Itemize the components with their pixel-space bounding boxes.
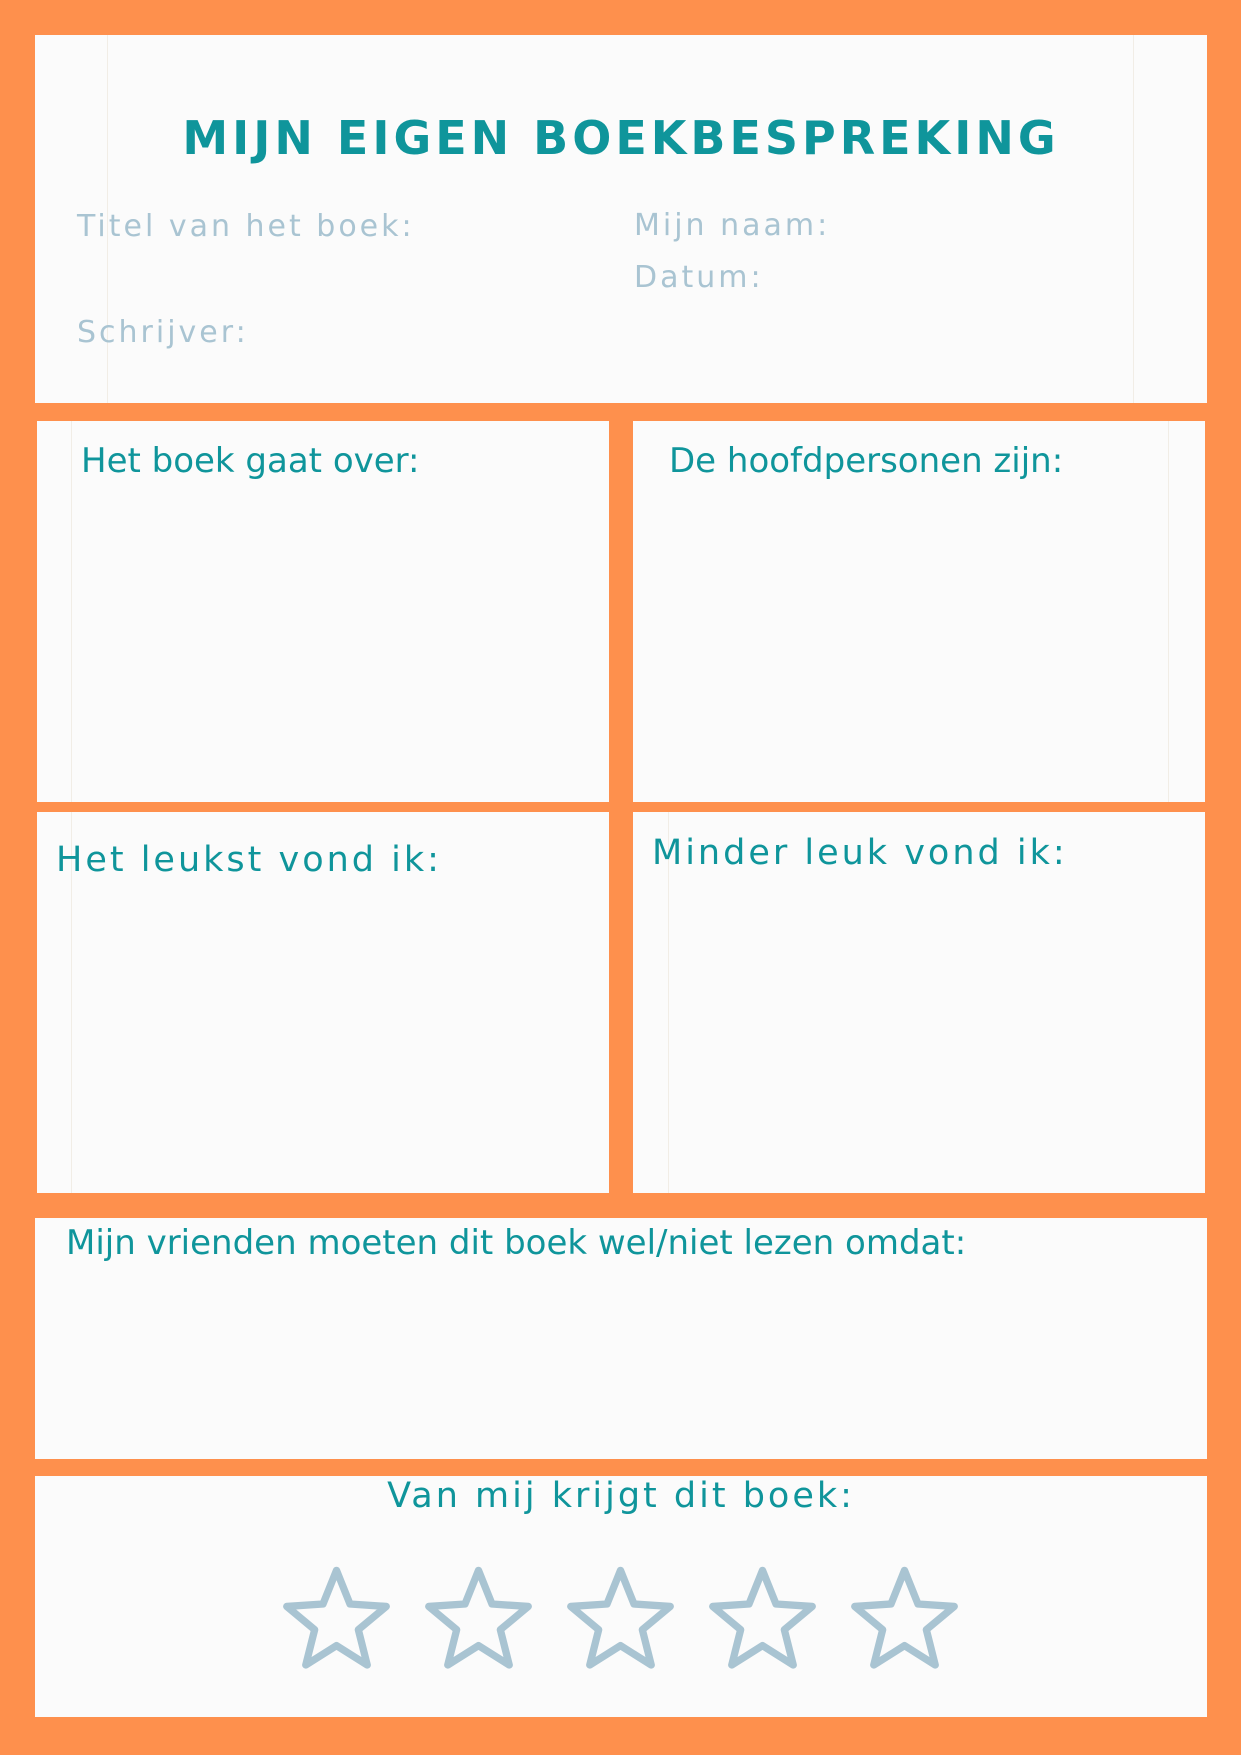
main-characters-box: [633, 421, 1205, 802]
star-icon[interactable]: [421, 1562, 536, 1677]
about-heading: Het boek gaat over:: [81, 441, 420, 481]
main-characters-heading: De hoofdpersonen zijn:: [669, 441, 1064, 481]
star-icon[interactable]: [705, 1562, 820, 1677]
margin-line: [1168, 421, 1169, 802]
author-field: Schrijver:: [77, 315, 249, 350]
friends-box: [35, 1218, 1207, 1459]
margin-line: [1133, 35, 1134, 403]
liked-most-heading: Het leukst vond ik:: [56, 840, 442, 880]
liked-less-heading: Minder leuk vond ik:: [652, 833, 1068, 873]
star-icon[interactable]: [563, 1562, 678, 1677]
star-rating[interactable]: [0, 1562, 1241, 1677]
date-field: Datum:: [634, 260, 764, 295]
liked-most-box: [37, 812, 609, 1193]
page-title: MIJN EIGEN BOEKBESPREKING: [182, 111, 1060, 165]
star-icon[interactable]: [279, 1562, 394, 1677]
book-title-field: Titel van het boek:: [77, 209, 415, 244]
about-box: [37, 421, 609, 802]
star-icon[interactable]: [847, 1562, 962, 1677]
liked-less-box: [633, 812, 1205, 1193]
rating-label: Van mij krijgt dit boek:: [387, 1476, 855, 1516]
margin-line: [71, 421, 72, 802]
friends-heading: Mijn vrienden moeten dit boek wel/niet lezen omdat:: [66, 1223, 967, 1263]
name-field: Mijn naam:: [634, 208, 831, 243]
header-panel: [35, 35, 1207, 403]
